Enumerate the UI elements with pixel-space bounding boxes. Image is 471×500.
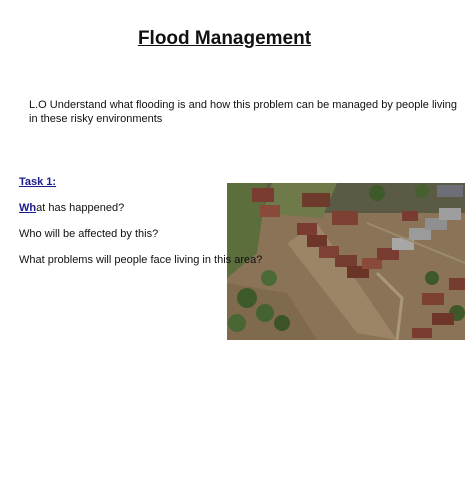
question-1-highlight: Wh	[19, 202, 37, 214]
page-title: Flood Management	[137, 28, 312, 49]
flood-aerial-photo	[227, 183, 465, 340]
question-2: Who will be affected by this?	[19, 228, 159, 240]
task-heading: Task 1:	[19, 176, 57, 188]
question-3: What problems will people face living in this area?	[19, 254, 263, 266]
question-1	[19, 202, 124, 214]
question-1-rest: at has happened?	[36, 202, 125, 214]
learning-objective: L.O Understand what flooding is and how this problem can be managed by people living in these risky environments	[29, 99, 458, 125]
